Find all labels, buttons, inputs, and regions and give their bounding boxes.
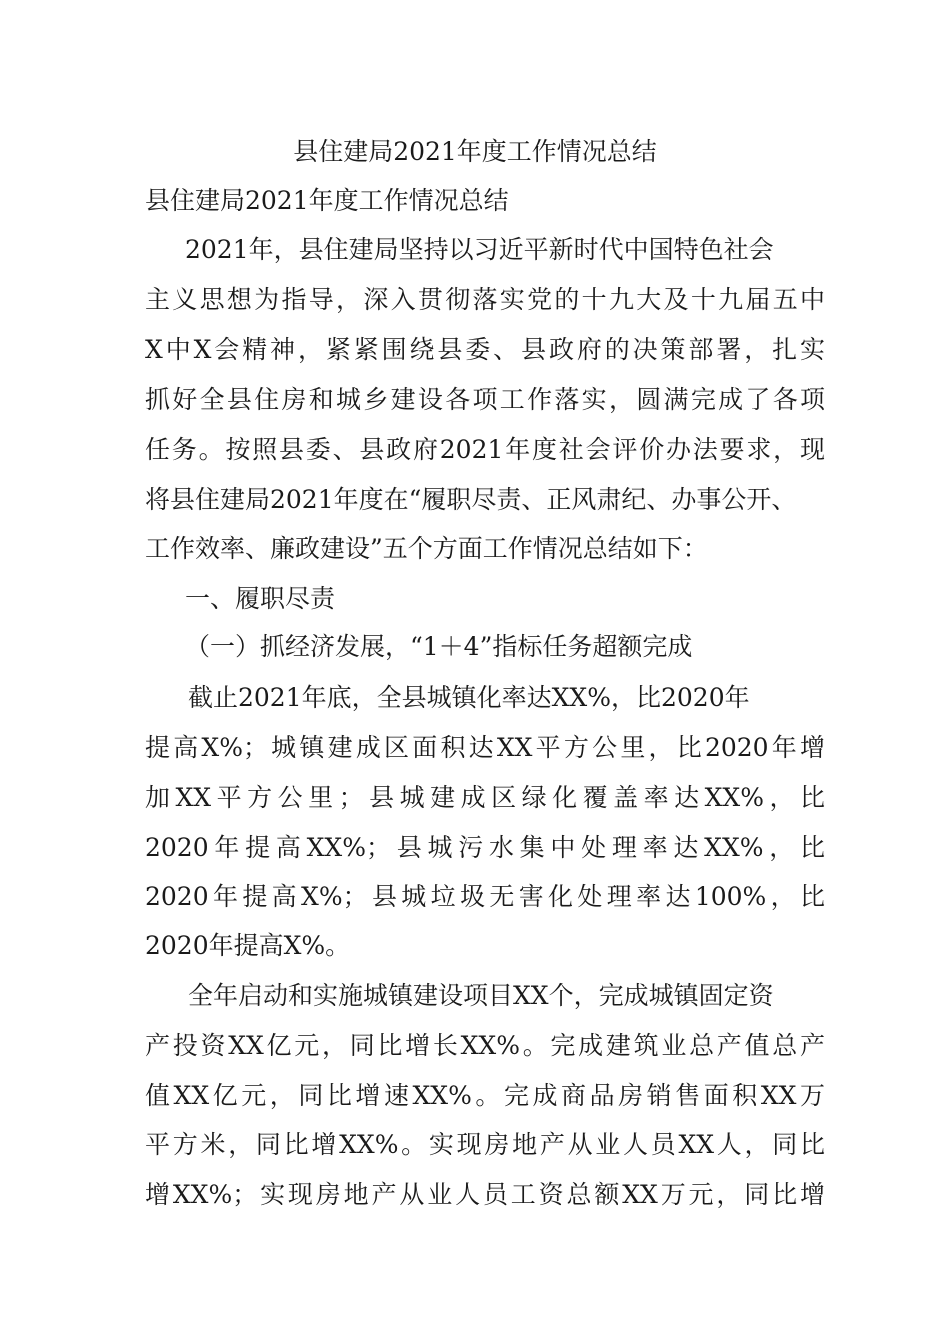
paragraph-line: 平方米，同比增XX%。实现房地产从业人员XX人，同比 [145, 1130, 825, 1159]
paragraph-line: 值XX亿元，同比增速XX%。完成商品房销售面积XX万 [145, 1081, 825, 1110]
paragraph-line: 提高X%；城镇建成区面积达XX平方公里，比2020年增 [145, 733, 825, 762]
paragraph-line: 产投资XX亿元，同比增长XX%。完成建筑业总产值总产 [145, 1031, 825, 1060]
paragraph-line: 2020年提高X%；县城垃圾无害化处理率达100%，比 [145, 882, 825, 911]
paragraph-line: 全年启动和实施城镇建设项目XX个，完成城镇固定资 [188, 981, 774, 1010]
paragraph-line: 工作效率、廉政建设”五个方面工作情况总结如下： [145, 534, 708, 563]
paragraph-line: 加XX平方公里；县城建成区绿化覆盖率达XX%，比 [145, 783, 825, 812]
paragraph-line: 主义思想为指导，深入贯彻落实党的十九大及十九届五中 [145, 285, 825, 314]
document-subtitle: 县住建局2021年度工作情况总结 [145, 186, 509, 215]
paragraph-line: X中X会精神，紧紧围绕县委、县政府的决策部署，扎实 [145, 335, 825, 364]
paragraph-line: 2020年提高XX%；县城污水集中处理率达XX%，比 [145, 833, 825, 862]
paragraph-line: 2020年提高X%。 [145, 931, 351, 960]
paragraph-line: 将县住建局2021年度在“履职尽责、正风肃纪、办事公开、 [145, 485, 797, 514]
section-heading: 一、履职尽责 [185, 584, 336, 613]
paragraph-line: 2021年，县住建局坚持以习近平新时代中国特色社会 [185, 235, 774, 264]
paragraph-line: 截止2021年底，全县城镇化率达XX%，比2020年 [188, 683, 750, 712]
paragraph-line: 抓好全县住房和城乡建设各项工作落实，圆满完成了各项 [145, 385, 825, 414]
paragraph-line: 增XX%；实现房地产从业人员工资总额XX万元，同比增 [145, 1180, 825, 1209]
subsection-heading: （一）抓经济发展，“1＋4”指标任务超额完成 [185, 632, 693, 661]
paragraph-line: 任务。按照县委、县政府2021年度社会评价办法要求，现 [145, 435, 825, 464]
document-title: 县住建局2021年度工作情况总结 [293, 137, 657, 166]
